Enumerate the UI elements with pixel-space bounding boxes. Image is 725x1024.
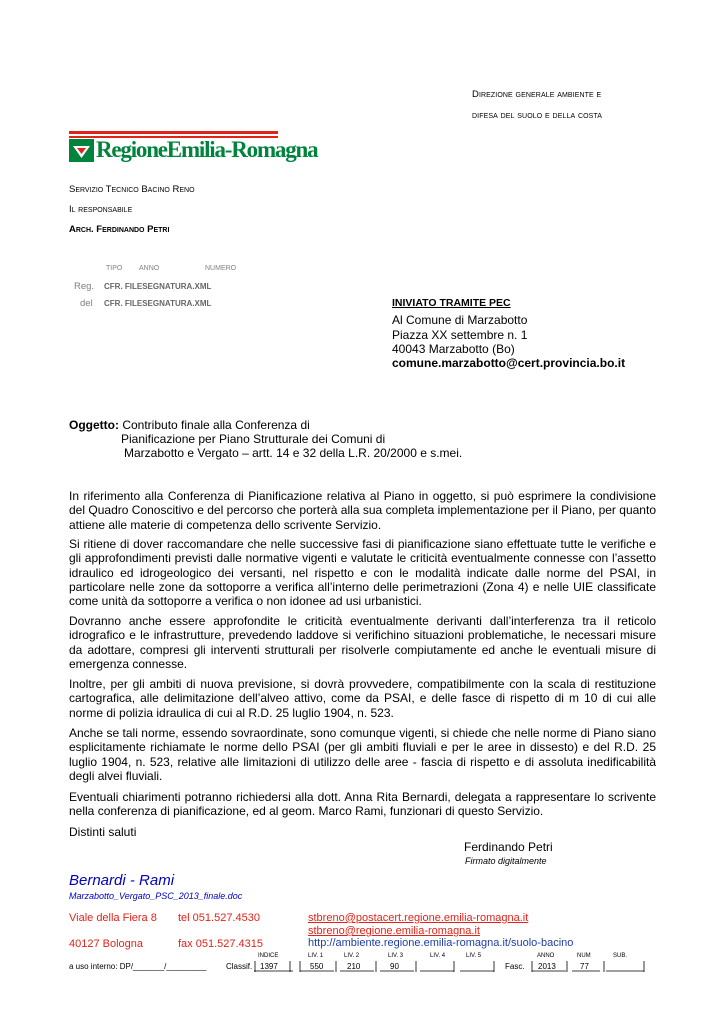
uso-interno: a uso interno: DP/_______/_________ [69, 962, 207, 971]
oggetto-text-1: Contributo finale alla Conferenza di [119, 418, 310, 432]
liv1-header: LIV. 1 [308, 953, 324, 959]
oggetto-line-3: Marzabotto e Vergato – artt. 14 e 32 della L.R. 20/2000 e s.mei. [124, 446, 463, 460]
liv1-value: 550 [310, 962, 324, 971]
doc-filename: Marzabotto_Vergato_PSC_2013_finale.doc [69, 891, 243, 901]
authors: Bernardi - Rami [69, 872, 175, 889]
body-paragraph-2: Si ritiene di dover raccomandare che nelle successive fasi di pianificazione siano effettuate tutte le verifiche e gli approfondimenti previsti dalle normative vigenti e valutate le criticità eventualmente connesse con l’assetto idraulico ed idrogeologico dei versanti, nel rispetto e con le modalità indicate dalle norme del PSAI, in particolare nelle zone da sottoporre a verifica all’interno delle perimetrazioni (Zona 4) e nelle UIE classificate come unità da sottoporre a verifica o non idonee ad usi urbanistici. [69, 537, 656, 609]
recipient-email: comune.marzabotto@cert.provincia.bo.it [392, 356, 626, 370]
reg-value: CFR. FILESEGNATURA.XML [104, 282, 212, 291]
body-paragraph-5: Anche se tali norme, essendo sovraordinate, sono comunque vigenti, si chiede che nelle norme di Piano siano esplicitamente richiamate le norme dello PSAI (per gli ambiti fluviali e per le aree in dissesto) e del R.D. 25 luglio 1904, n. 523, relative alle limitazioni di utilizzo delle aree - fascia di rispetto e di assoluta inedificabilità degli alvei fluviali. [69, 726, 656, 783]
footer-tel: tel 051.527.4530 [178, 912, 260, 924]
signer-name: Ferdinando Petri [464, 840, 553, 854]
numero-label: NUMERO [205, 265, 237, 272]
footer-fax: fax 051.527.4315 [178, 938, 264, 950]
body-paragraph-4: Inoltre, per gli ambiti di nuova previsione, si dovrà provvedere, compatibilmente con la scala di restituzione cartografica, alle delimitazione dell’alveo attivo, come da PSAI, e delle fasce di rispetto di m 10 di cui alle norme di polizia idraulica di cui al R.D. 25 luglio 1904, n. 523. [69, 677, 656, 720]
body-paragraph-6: Eventuali chiarimenti potranno richiedersi alla dott. Anna Rita Bernardi, delegata a rappresentare lo scrivente nella conferenza di pianificazione, ed al geom. Marco Rami, funzionari di questo Servizio. [69, 790, 656, 819]
tipo-label: TIPO [106, 265, 123, 272]
indice-header: INDICE [258, 953, 279, 959]
logo-red-bar [69, 131, 278, 134]
footer-street: Viale della Fiera 8 [69, 912, 157, 924]
oggetto-label: Oggetto: [69, 418, 119, 432]
recipient-line-1: Al Comune di Marzabotto [392, 313, 528, 327]
liv2-value: 210 [347, 962, 361, 971]
liv4-header: LIV. 4 [430, 953, 446, 959]
anno-value: 2013 [538, 962, 556, 971]
region-logo [69, 131, 318, 164]
num-value: 77 [580, 962, 589, 971]
logo-text: RegioneEmilia-Romagna [96, 137, 318, 162]
footer-email-pec[interactable]: stbreno@postacert.regione.emilia-romagna.it [308, 912, 529, 924]
servizio-name: Servizio Tecnico Bacino Reno [69, 184, 195, 195]
anno-label: ANNO [139, 265, 160, 272]
direzione-line-2: difesa del suolo e della costa [472, 110, 603, 121]
region-emblem-icon [69, 139, 94, 162]
direzione-line-1: Direzione generale ambiente e [472, 89, 602, 100]
sub-header: SUB. [613, 953, 628, 959]
signature-note: Firmato digitalmente [465, 856, 547, 866]
pec-label: INIVIATO TRAMITE PEC [392, 297, 511, 309]
fasc-label: Fasc. [505, 962, 525, 971]
liv5-header: LIV. 5 [466, 953, 482, 959]
responsabile-name: Arch. Ferdinando Petri [69, 224, 170, 235]
anno-header: ANNO [537, 953, 555, 959]
body-paragraph-1: In riferimento alla Conferenza di Pianificazione relativa al Piano in oggetto, si può esprimere la condivisione del Quadro Conoscitivo e del percorso che porterà alla sua completa implementazione per il Piano, per quanto attiene alle materie di competenza dello scrivente Servizio. [69, 489, 656, 532]
liv3-header: LIV. 3 [388, 953, 404, 959]
oggetto-line-1 [69, 418, 310, 432]
liv3-value: 90 [390, 962, 399, 971]
classif-label: Classif. [226, 962, 253, 971]
greeting: Distinti saluti [69, 825, 137, 839]
recipient-line-2: Piazza XX settembre n. 1 [392, 328, 528, 342]
recipient-line-3: 40043 Marzabotto (Bo) [392, 342, 515, 356]
indice-value: 1397 [260, 962, 278, 971]
footer-url[interactable]: http://ambiente.regione.emilia-romagna.it/suolo-bacino [308, 937, 574, 949]
responsabile-label: Il responsabile [69, 204, 133, 215]
footer-city: 40127 Bologna [69, 938, 144, 950]
del-label: del [80, 298, 93, 309]
oggetto-line-2: Pianificazione per Piano Strutturale dei Comuni di [121, 432, 386, 446]
footer-email[interactable]: stbreno@regione.emilia-romagna.it [308, 925, 480, 937]
del-value: CFR. FILESEGNATURA.XML [104, 299, 212, 308]
reg-label: Reg. [74, 281, 95, 292]
num-header: NUM [577, 953, 591, 959]
liv2-header: LIV. 2 [344, 953, 360, 959]
body-paragraph-3: Dovranno anche essere approfondite le criticità eventualmente derivanti dall’interferenza tra il reticolo idrografico e le infrastrutture, prevedendo laddove si verifichino situazioni problematiche, le necessari misure da adottare, compresi gli interventi strutturali per risolverle compiutamente ed anche le eventuali misure di emergenza connesse. [69, 614, 656, 671]
